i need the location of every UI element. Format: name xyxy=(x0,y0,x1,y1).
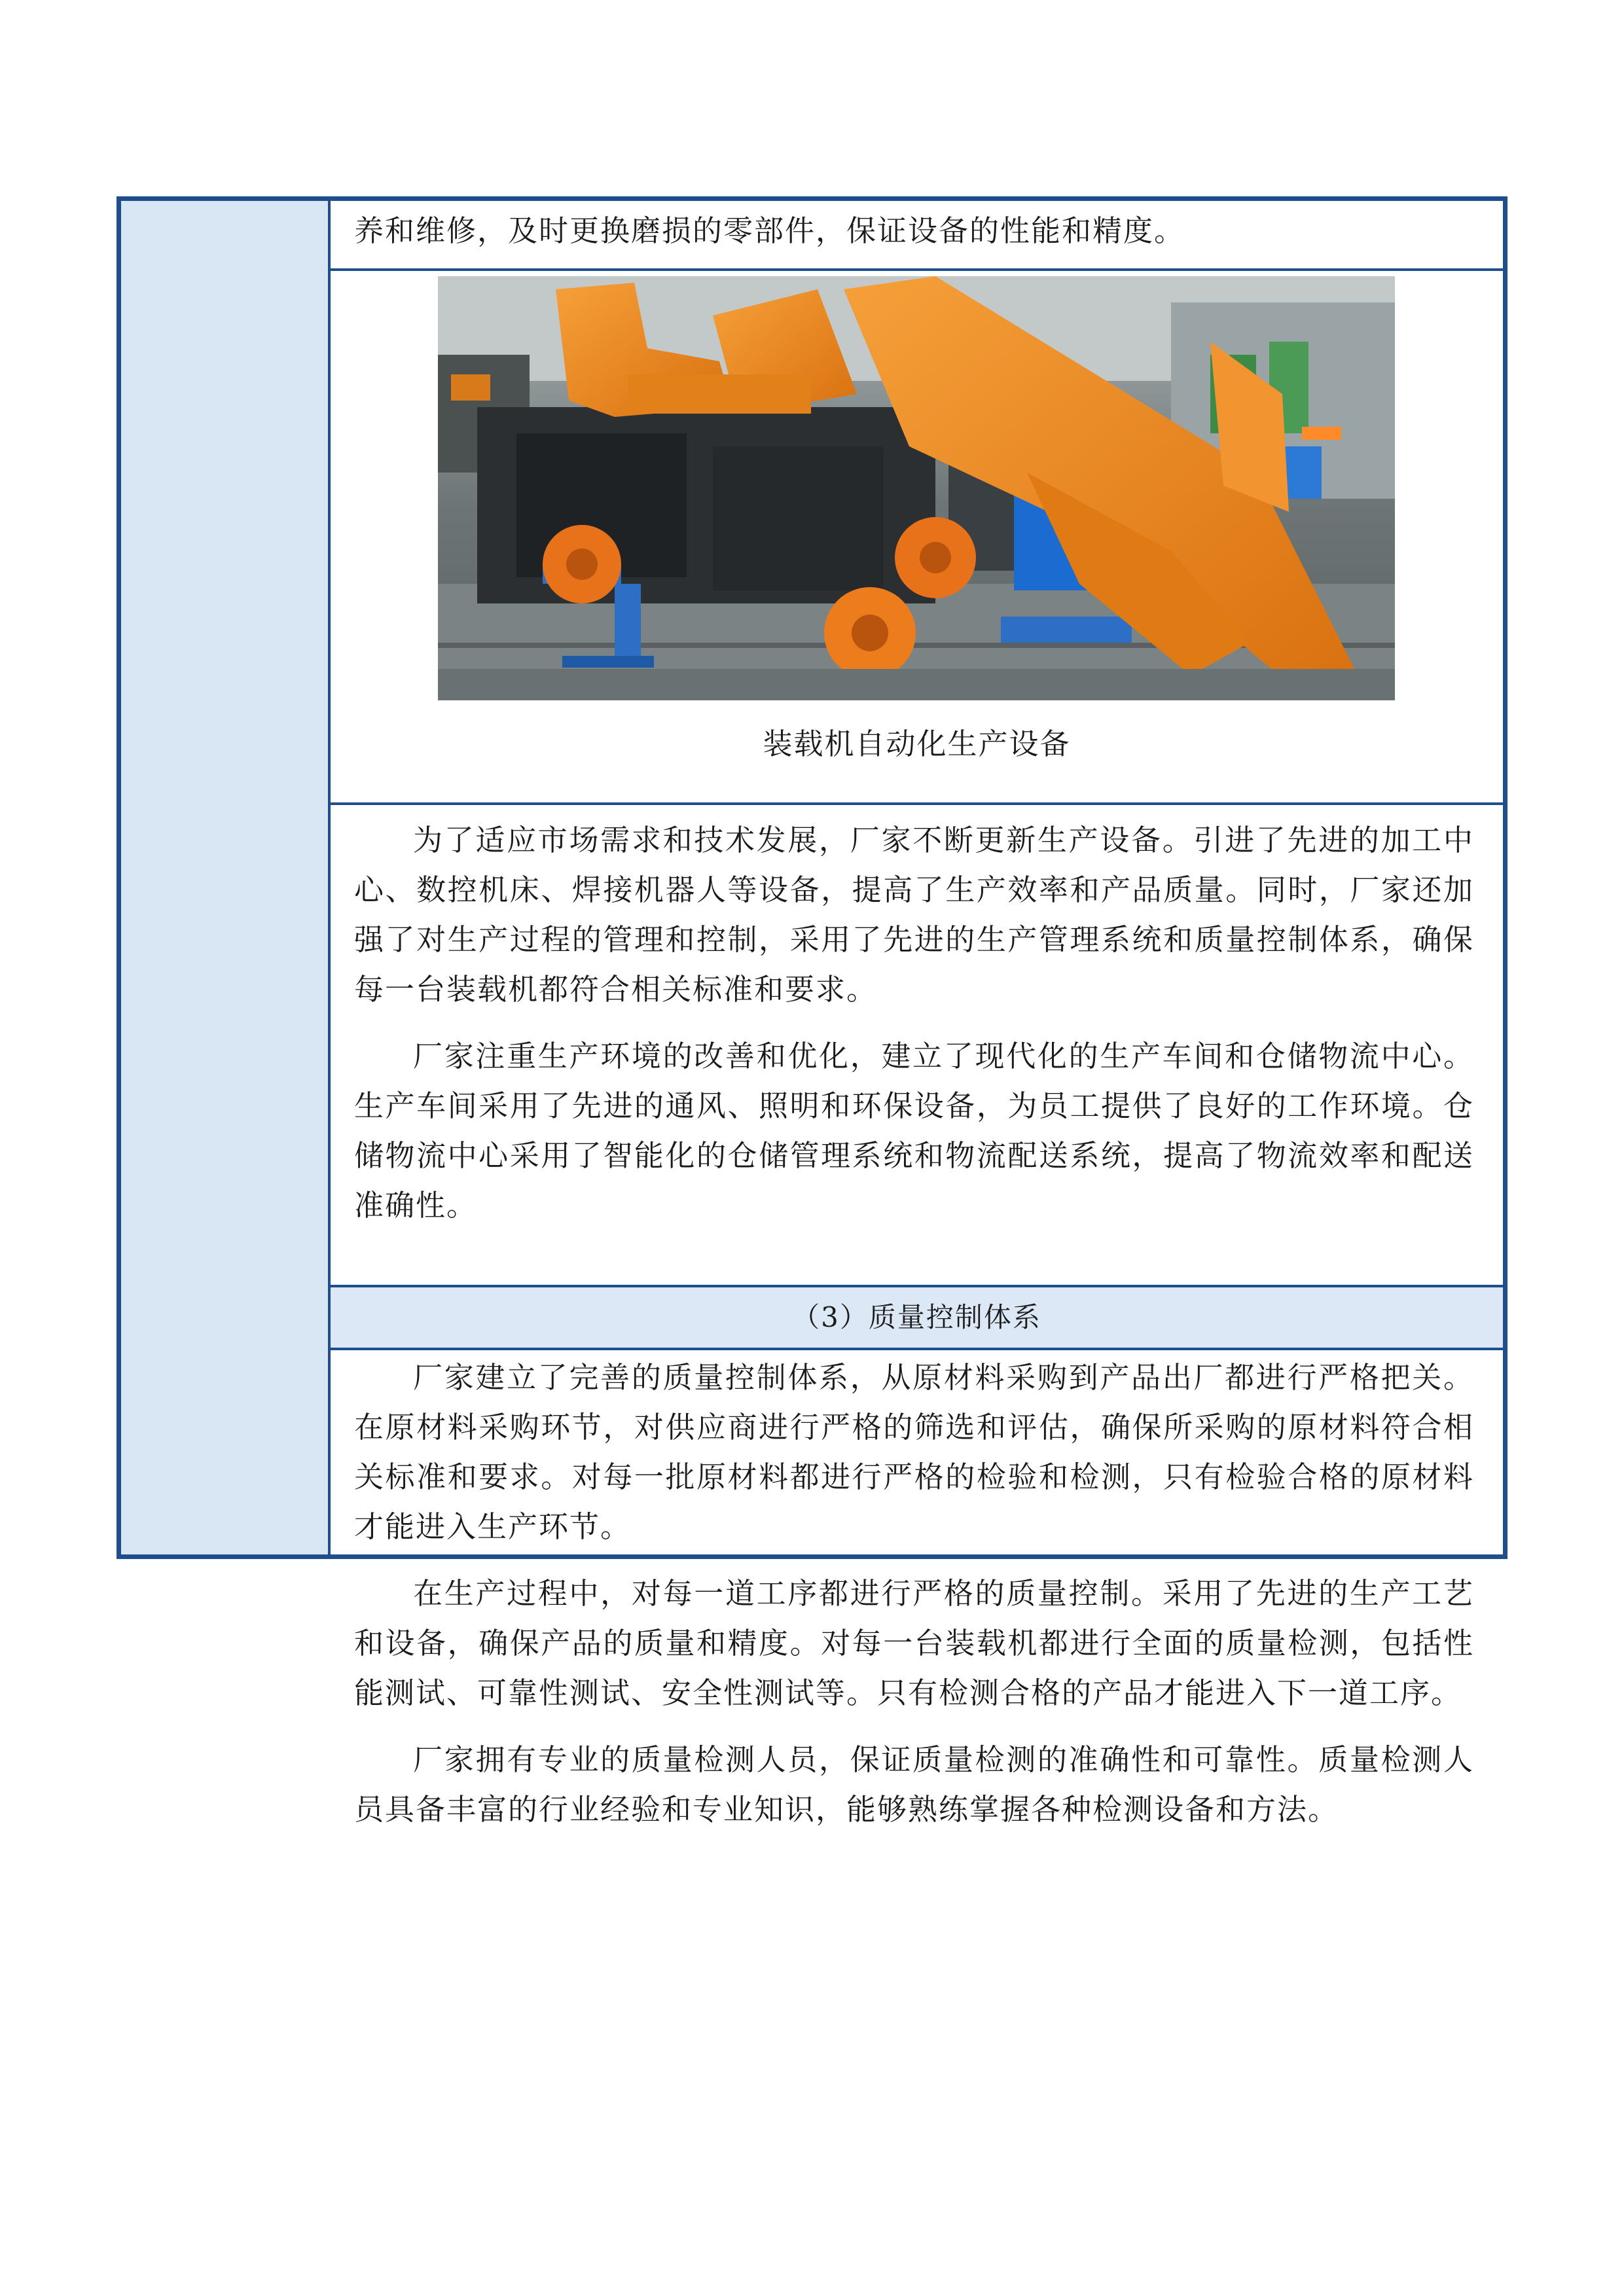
figure-row xyxy=(331,271,1503,805)
quality-heading: （3）质量控制体系 xyxy=(792,1301,1041,1333)
quality-paragraph-1: 厂家建立了完善的质量控制体系，从原材料采购到产品出厂都进行严格把关。在原材料采购环节，对供应商进行严格的筛选和评估，确保所采购的原材料符合相关标准和要求。对每一批原材料都进行严格的检验和检测，只有检验合格的原材料才能进入生产环节。 xyxy=(354,1360,1474,1544)
left-label-column xyxy=(121,201,331,1554)
figure-caption: 装载机自动化生产设备 xyxy=(763,726,1071,761)
equipment-paragraph-2: 厂家注重生产环境的改善和优化，建立了现代化的生产车间和仓储物流中心。生产车间采用了先进的通风、照明和环保设备，为员工提供了良好的工作环境。仓储物流中心采用了智能化的仓储管理系统和物流配送系统，提高了物流效率和配送准确性。 xyxy=(354,1039,1474,1223)
quality-paragraph-2: 在生产过程中，对每一道工序都进行严格的质量控制。采用了先进的生产工艺和设备，确保产品的质量和精度。对每一台装载机都进行全面的质量检测，包括性能测试、可靠性测试、安全性测试等。只有检测合格的产品才能进入下一道工序。 xyxy=(354,1576,1474,1710)
document-table xyxy=(117,196,1507,1827)
equipment-section xyxy=(331,805,1503,1287)
content-column xyxy=(331,201,1503,1827)
continuation-row xyxy=(331,201,1503,271)
equipment-paragraph-1: 为了适应市场需求和技术发展，厂家不断更新生产设备。引进了先进的加工中心、数控机床、焊接机器人等设备，提高了生产效率和产品质量。同时，厂家还加强了对生产过程的管理和控制，采用了先进的生产管理系统和质量控制体系，确保每一台装载机都符合相关标准和要求。 xyxy=(354,823,1474,1007)
quality-section xyxy=(331,1350,1503,1827)
quality-heading-row xyxy=(331,1287,1503,1350)
continuation-text: 养和维修，及时更换磨损的零部件，保证设备的性能和精度。 xyxy=(354,213,1185,248)
loader-production-photo xyxy=(438,276,1395,700)
quality-paragraph-3: 厂家拥有专业的质量检测人员，保证质量检测的准确性和可靠性。质量检测人员具备丰富的行业经验和专业知识，能够熟练掌握各种检测设备和方法。 xyxy=(354,1742,1474,1827)
